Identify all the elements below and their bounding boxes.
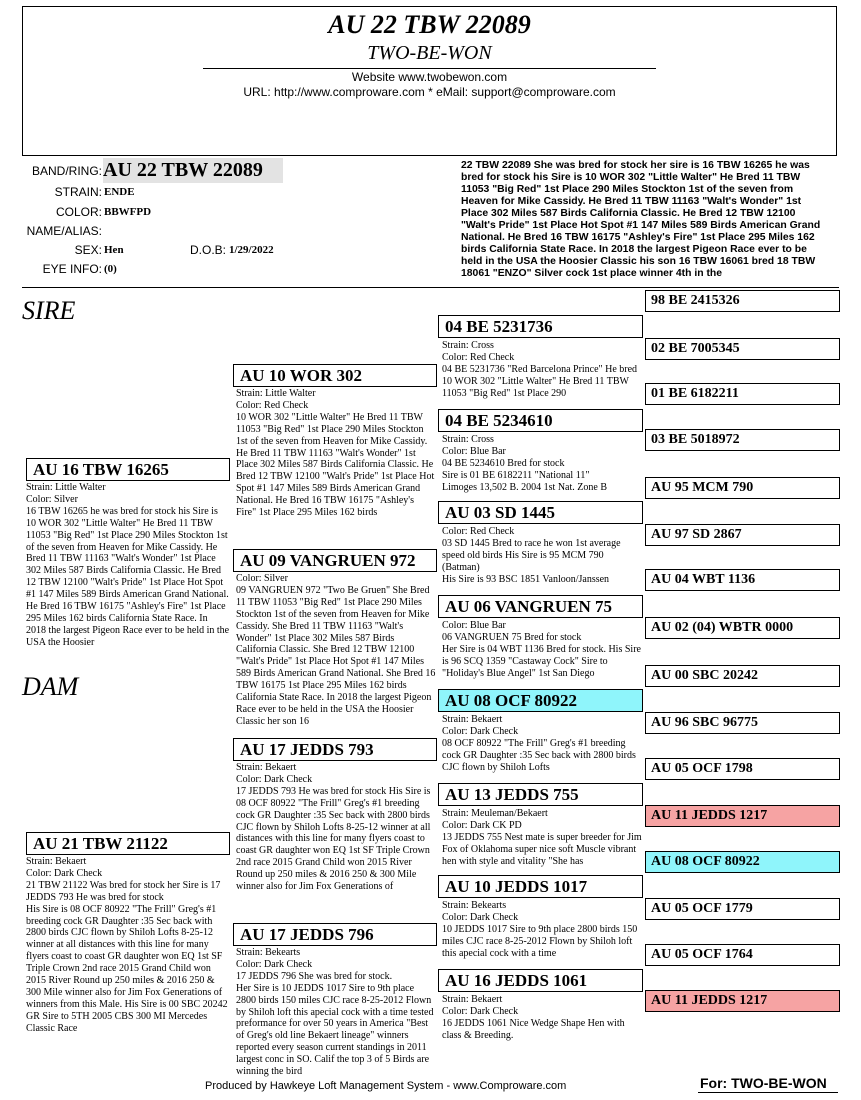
gen3-card-3-details: Color: Red Check 03 SD 1445 Bred to race he won 1st average speed old birds His Sire is 95 MCM 790 (Batman) His Sire is 93 BSC 1851 Vanloon/Janssen	[442, 526, 621, 585]
gen2-card-1-band[interactable]: AU 10 WOR 302	[233, 364, 437, 387]
sex-value: Hen	[104, 244, 124, 256]
gen1-dam-band[interactable]: AU 21 TBW 21122	[26, 832, 230, 855]
footer-produced: Produced by Hawkeye Loft Management System - www.Comproware.com	[205, 1080, 567, 1092]
gen4-card-13[interactable]: AU 08 OCF 80922	[645, 851, 840, 873]
dob-label: D.O.B:	[189, 243, 226, 257]
gen3-card-7-band[interactable]: AU 10 JEDDS 1017	[438, 875, 643, 898]
gen4-card-15[interactable]: AU 05 OCF 1764	[645, 944, 840, 966]
url-line[interactable]: URL: http://www.comproware.com * eMail: support@comproware.com	[243, 85, 616, 99]
name-alias-label: NAME/ALIAS:	[26, 224, 102, 238]
gen3-card-5-band[interactable]: AU 08 OCF 80922	[438, 689, 643, 712]
gen1-sire-details: Strain: Little Walter Color: Silver 16 TBW 16265 he was bred for stock his Sire is 10 WOR 302 "Little Walter" He Bred 11 TBW 11053 "Big Red" 1st Place 290 Miles Stockton 1st of the seven from Heaven for Mike Cassidy. He Bred 11 TBW 11163 "Walt's Wonder" 1st Place 302 Miles 587 Birds California Classic. He Bred 12 TBW 12100 "Walt's Pride" 1st Place Hot Spot #1 147 Miles 589 Birds American Grand National. He Bred 16 TBW 16175 "Ashley's Fire" 1st Place 295 Miles 162 birds California State Race. In 2018 the largest Pigeon Race ever to be held in the USA the Hoosier	[26, 482, 230, 648]
eye-info-value: (0)	[104, 263, 117, 275]
gen4-card-3[interactable]: 01 BE 6182211	[645, 383, 840, 405]
gen2-card-4-details: Strain: Bekearts Color: Dark Check 17 JEDDS 796 She was bred for stock. Her Sire is 10 JEDDS 1017 Sire to 9th place 2800 birds 150 miles CJC race 8-25-2012 Flown by Shiloh loft this apecial cock with a time tested preformance for over 50 years in America "Best of Greg's old line Bekaert lineage" winners reported every season current standings in 2011 largest conc in SO. Calif the top 3 of 5 Birds are winning the bird	[236, 947, 434, 1078]
gen2-card-3-band[interactable]: AU 17 JEDDS 793	[233, 738, 437, 761]
gen4-card-2[interactable]: 02 BE 7005345	[645, 338, 840, 360]
gen3-card-8-band[interactable]: AU 16 JEDDS 1061	[438, 969, 643, 992]
gen4-card-7[interactable]: AU 04 WBT 1136	[645, 569, 840, 591]
gen3-card-4-details: Color: Blue Bar 06 VANGRUEN 75 Bred for stock Her Sire is 04 WBT 1136 Bred for stock. His Sire is 96 SCQ 1359 "Castaway Cock" Sire to "Holiday's Blue Angel" 1st San Diego	[442, 620, 641, 679]
color-label: COLOR:	[55, 205, 102, 219]
gen4-card-16[interactable]: AU 11 JEDDS 1217	[645, 990, 840, 1012]
bird-notes: 22 TBW 22089 She was bred for stock her sire is 16 TBW 16265 he was bred for stock his Sire is 10 WOR 302 "Little Walter" He Bred 11 TBW 11053 "Big Red" 1st Place 290 Miles Stockton 1st of the seven from Heaven for Mike Cassidy. He Bred 11 TBW 11163 "Walt's Wonder" 1st Place 302 Miles 587 Birds California Classic. He Bred 12 TBW 12100 "Walt's Pride" 1st Place Hot Spot #1 147 Miles 589 Birds American Grand National. He Bred 16 TBW 16175 "Ashley's Fire" 1st Place 295 Miles 162 birds California State Race. In 2018 the largest Pigeon Race ever to be held in the USA the Hoosier Classic his son 16 TBW 16061 bred 18 TBW 18061 "ENZO" Silver cock 1st place winner 4th in the	[461, 160, 821, 279]
color-value: BBWFPD	[104, 206, 152, 218]
gen3-card-2-band[interactable]: 04 BE 5234610	[438, 409, 643, 432]
strain-value: ENDE	[104, 186, 135, 198]
info-divider	[22, 287, 839, 288]
gen2-card-1-details: Strain: Little Walter Color: Red Check 10 WOR 302 "Little Walter" He Bred 11 TBW 11053 "Big Red" 1st Place 290 Miles Stockton 1st of the seven from Heaven for Mike Cassidy. He Bred 11 TBW 11163 "Walt's Wonder" 1st Place 302 Miles 587 Birds California Classic. He Bred 12 TBW 12100 "Walt's Pride" 1st Place Hot Spot #1 147 Miles 589 Birds American Grand National. He Bred 16 TBW 16175 "Ashley's Fire" 1st Place 295 Miles 162 birds	[236, 388, 435, 519]
strain-label: STRAIN:	[54, 185, 102, 199]
gen3-card-5-details: Strain: Bekaert Color: Dark Check 08 OCF 80922 "The Frill" Greg's #1 breeding cock GR Daughter :35 Sec back with 2800 birds CJC flown by Shiloh Lofts	[442, 714, 636, 773]
dam-section-label: DAM	[22, 672, 79, 701]
gen2-card-4-band[interactable]: AU 17 JEDDS 796	[233, 923, 437, 946]
gen2-card-2-details: Color: Silver 09 VANGRUEN 972 "Two Be Gruen" She Bred 11 TBW 11053 "Big Red" 1st Place 290 Miles Stockton 1st of the seven from Heaven for Mike Cassidy. She Bred 11 TBW 11163 "Walt's Wonder" 1st Place 302 Miles 587 Birds California Classic. She Bred 12 TBW 12100 "Walt's Pride" 1st Place Hot Spot #1 147 Miles 589 Birds American Grand National. She Bred 16 TBW 16175 1st Place 295 Miles 162 birds California State Race. In 2018 the largest Pigeon Race ever to be held in the USA the Hoosier Classic her son 16	[236, 573, 436, 727]
website-line[interactable]: Website www.twobewon.com	[351, 70, 508, 84]
gen2-card-3-details: Strain: Bekaert Color: Dark Check 17 JEDDS 793 He was bred for stock His Sire is 08 OCF 80922 "The Frill" Greg's #1 breeding cock GR Daughter :35 Sec back with 2800 birds CJC flown by Shiloh Lofts 8-25-12 winner at all distances with this line for many flyers coast to coast GR daughter won EQ 1st SF Triple Crown 2nd race 2015 Grand Child won 2015 River Round up 250 miles & 2016 250 & 300 Mile winner also for Jim Fox Generations of	[236, 762, 431, 893]
gen4-card-5[interactable]: AU 95 MCM 790	[645, 477, 840, 499]
gen4-card-8[interactable]: AU 02 (04) WBTR 0000	[645, 617, 840, 639]
gen3-card-2-details: Strain: Cross Color: Blue Bar 04 BE 5234610 Bred for stock Sire is 01 BE 6182211 "National 11" Limoges 13,502 B. 2004 1st Nat. Zone B	[442, 434, 607, 493]
sire-section-label: SIRE	[22, 296, 76, 325]
band-label: BAND/RING:	[31, 164, 102, 178]
gen4-card-9[interactable]: AU 00 SBC 20242	[645, 665, 840, 687]
gen3-card-4-band[interactable]: AU 06 VANGRUEN 75	[438, 595, 643, 618]
dob-value: 1/29/2022	[229, 244, 274, 256]
footer-underline	[698, 1092, 838, 1093]
loft-name: TWO-BE-WON	[367, 42, 492, 64]
footer-for: For: TWO-BE-WON	[700, 1075, 827, 1091]
gen3-card-7-details: Strain: Bekearts Color: Dark Check 10 JEDDS 1017 Sire to 9th place 2800 birds 150 miles CJC race 8-25-2012 Flown by Shiloh loft this apecial cock with a time	[442, 900, 638, 959]
gen3-card-8-details: Strain: Bekaert Color: Dark Check 16 JEDDS 1061 Nice Wedge Shape Hen with class & Breeding.	[442, 994, 625, 1041]
gen1-sire-band[interactable]: AU 16 TBW 16265	[26, 458, 230, 481]
gen4-card-14[interactable]: AU 05 OCF 1779	[645, 898, 840, 920]
gen3-card-1-details: Strain: Cross Color: Red Check 04 BE 5231736 "Red Barcelona Prince" He bred 10 WOR 302 "Little Walter" He Bred 11 TBW 11053 "Big Red" 1st Place 290	[442, 340, 638, 399]
gen3-card-3-band[interactable]: AU 03 SD 1445	[438, 501, 643, 524]
gen3-card-1-band[interactable]: 04 BE 5231736	[438, 315, 643, 338]
sex-label: SEX:	[74, 243, 102, 257]
gen4-card-11[interactable]: AU 05 OCF 1798	[645, 758, 840, 780]
gen4-card-6[interactable]: AU 97 SD 2867	[645, 524, 840, 546]
gen3-card-6-details: Strain: Meuleman/Bekaert Color: Dark CK PD 13 JEDDS 755 Nest mate is super breeder for Jim Fox of Oklahoma super nice soft Muscle vibrant hen with style and vitality "She has	[442, 808, 642, 867]
gen4-card-12[interactable]: AU 11 JEDDS 1217	[645, 805, 840, 827]
eye-info-label: EYE INFO:	[42, 262, 102, 276]
gen4-card-4[interactable]: 03 BE 5018972	[645, 429, 840, 451]
gen1-dam-details: Strain: Bekaert Color: Dark Check 21 TBW 21122 Was bred for stock her Sire is 17 JEDDS 793 He was bred for stock His Sire is 08 OCF 80922 "The Frill" Greg's #1 breeding cock GR Daughter :35 Sec back with 2800 birds CJC flown by Shiloh Lofts 8-25-12 winner at all distances with this line for many flyers coast to coast GR daughter won EQ 1st SF Triple Crown 2nd race 2015 Grand Child won 2015 River Round up 250 miles & 2016 250 & 300 Mile winner also for Jim Fox Generations of winners from this Male. His Sire is 00 SBC 20242 GR Sire to 5TH 2005 CBS 300 MI Mercedes Classic Race	[26, 856, 228, 1034]
page-title: AU 22 TBW 22089	[328, 10, 531, 39]
gen2-card-2-band[interactable]: AU 09 VANGRUEN 972	[233, 549, 437, 572]
gen4-card-1[interactable]: 98 BE 2415326	[645, 290, 840, 312]
gen4-card-10[interactable]: AU 96 SBC 96775	[645, 712, 840, 734]
band-value: AU 22 TBW 22089	[103, 158, 283, 183]
gen3-card-6-band[interactable]: AU 13 JEDDS 755	[438, 783, 643, 806]
header-divider	[203, 68, 656, 69]
